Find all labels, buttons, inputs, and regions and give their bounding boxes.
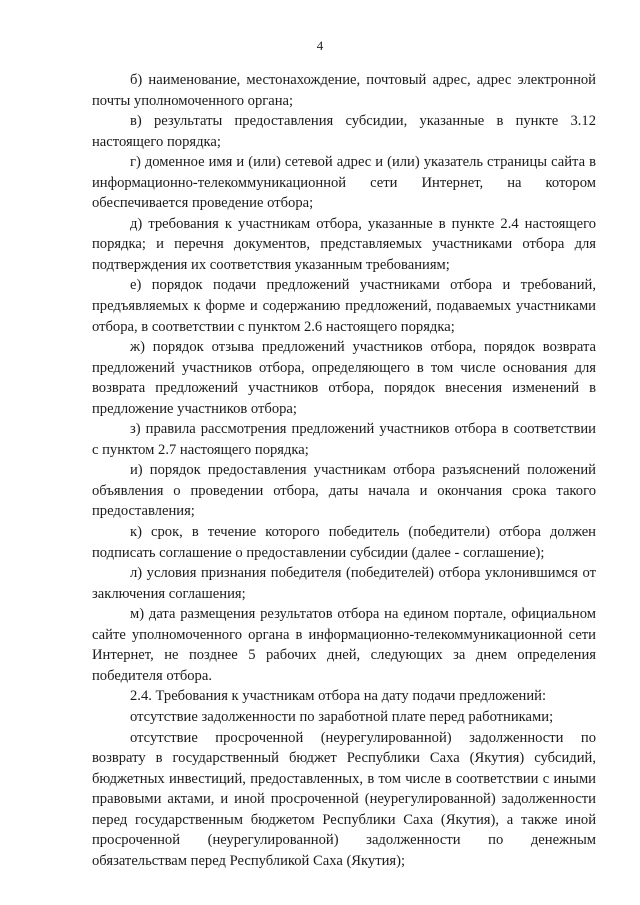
paragraph-m: м) дата размещения результатов отбора на едином портале, официальном сайте уполномоченного органа в информационно-телекоммуникационной сети Интернет, не позднее 5 рабочих дней, следующих за днем определения победителя отбора. — [92, 606, 596, 684]
section-2-4-heading: 2.4. Требования к участникам отбора на дату подачи предложений: — [130, 688, 547, 705]
paragraph-e: е) порядок подачи предложений участниками отбора и требований, предъявляемых к форме и содержанию предложений, подаваемых участниками отбора, в соответствии с пунктом 2.6 настоящего порядка; — [92, 277, 596, 335]
paragraph-d: д) требования к участникам отбора, указанные в пункте 2.4 настоящего порядка; и перечня документов, представляемых участниками отбора для подтверждения их соответствия указанным требованиям; — [92, 215, 596, 273]
paragraph-v: в) результаты предоставления субсидии, указанные в пункте 3.12 настоящего порядка; — [92, 113, 596, 150]
requirement-wages: отсутствие задолженности по заработной плате перед работниками; — [130, 708, 554, 725]
paragraph-i: и) порядок предоставления участникам отбора разъяснений положений объявления о проведении отбора, даты начала и окончания срока такого предоставления; — [92, 462, 596, 520]
paragraph-b: б) наименование, местонахождение, почтовый адрес, адрес электронной почты уполномоченного органа; — [92, 72, 596, 109]
requirement-budget-debt: отсутствие просроченной (неурегулированной) задолженности по возврату в государственный бюджет Республики Саха (Якутия) субсидий, бюджетных инвестиций, предоставленных, в том числе в соответствии с иными правовыми актами, и иной просроченной (неурегулированной) задолженности перед государственным бюджетом Республики Саха (Якутия), а также иной просроченной (неурегулированной) задолженности по денежным обязательствам перед Республикой Саха (Якутия); — [92, 729, 596, 869]
paragraph-zh: ж) порядок отзыва предложений участников отбора, порядок возврата предложений участников отбора, определяющего в том числе основания для возврата предложений участников отбора, порядок внесения изменений в предложение участников отбора; — [92, 339, 596, 417]
document-body — [92, 70, 596, 871]
paragraph-k: к) срок, в течение которого победитель (победители) отбора должен подписать соглашение о предоставлении субсидии (далее - соглашение); — [92, 524, 596, 561]
paragraph-g: г) доменное имя и (или) сетевой адрес и (или) указатель страницы сайта в информационно-телекоммуникационной сети Интернет, на котором обеспечивается проведение отбора; — [92, 154, 596, 212]
paragraph-z: з) правила рассмотрения предложений участников отбора в соответствии с пунктом 2.7 настоящего порядка; — [92, 421, 596, 458]
page-number: 4 — [316, 38, 324, 53]
paragraph-l: л) условия признания победителя (победителей) отбора уклонившимся от заключения соглашения; — [92, 565, 596, 602]
